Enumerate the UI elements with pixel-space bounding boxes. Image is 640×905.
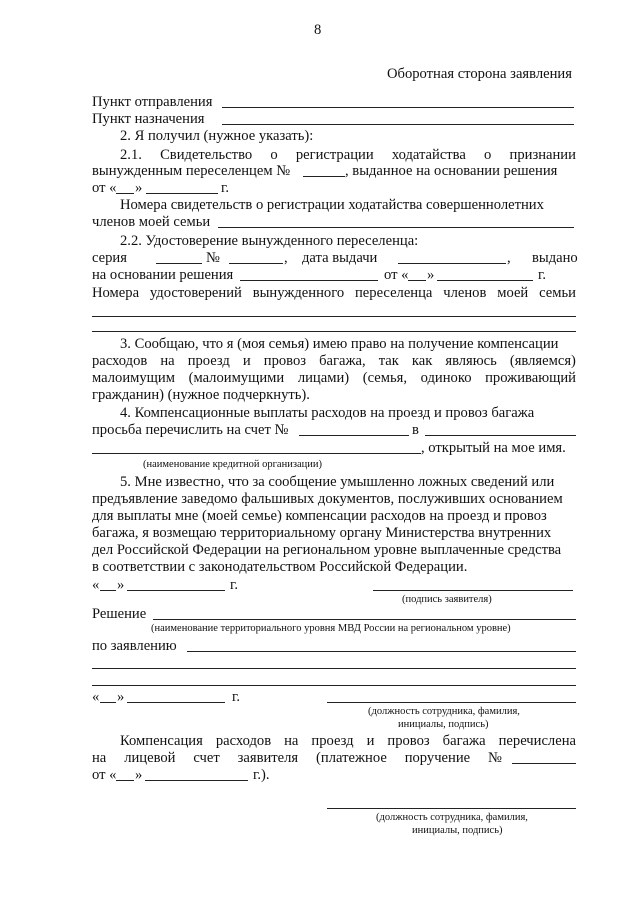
item21-day-field[interactable] bbox=[116, 193, 134, 194]
date1-month-field[interactable] bbox=[127, 590, 225, 591]
decision-caption: (наименование территориального уровня МВД России на региональном уровне) bbox=[151, 623, 511, 634]
item22-month-field[interactable] bbox=[437, 280, 533, 281]
compensation-line2: на лицевой счет заявителя (платежное поручение № bbox=[92, 750, 502, 766]
date1-open: « bbox=[92, 577, 100, 593]
item22-numbers-line: Номера удостоверений вынужденного переселенца членов моей семьи bbox=[92, 285, 576, 301]
departure-label: Пункт отправления bbox=[92, 94, 213, 110]
decision-field[interactable] bbox=[153, 619, 576, 620]
item22-date-label: дата выдачи bbox=[302, 250, 378, 266]
item5-line4: багажа, я возмещаю территориальному органу Министерства внутренних bbox=[92, 525, 552, 541]
item5-line3: для выплаты мне (моей семье) компенсации расходов на проезд и провоз bbox=[92, 508, 547, 524]
applicant-signature-caption: (подпись заявителя) bbox=[402, 594, 492, 605]
item21-from: от « bbox=[92, 180, 117, 196]
compensation-quote-close: » bbox=[135, 767, 143, 783]
officer-caption-1: (должность сотрудника, фамилия, bbox=[368, 706, 520, 717]
item21-line2-start: вынужденным переселенцем № bbox=[92, 163, 291, 179]
compensation-year: г.). bbox=[253, 767, 270, 783]
payment-order-number-field[interactable] bbox=[512, 763, 576, 764]
applicant-signature-field[interactable] bbox=[373, 590, 573, 591]
item3-line3: малоимущим (малоимущими лицами) (семья, одиноко проживающий bbox=[92, 370, 576, 386]
item22-title: 2.2. Удостоверение вынужденного переселенца: bbox=[120, 233, 419, 249]
application-field-1[interactable] bbox=[187, 651, 576, 652]
item21-year: г. bbox=[221, 180, 229, 196]
application-field-2[interactable] bbox=[92, 668, 576, 669]
item5-line5: дел Российской Федерации на региональном уровне выплаченные средства bbox=[92, 542, 562, 558]
family-ids-field-1[interactable] bbox=[92, 316, 576, 317]
item22-quote-close: » bbox=[427, 267, 435, 283]
decision-label: Решение bbox=[92, 606, 147, 622]
page-number: 8 bbox=[314, 22, 322, 38]
item4-line3-end: , открытый на мое имя. bbox=[421, 440, 566, 456]
item21-line1: 2.1. Свидетельство о регистрации ходатайства о признании bbox=[120, 147, 576, 163]
decision-basis-field[interactable] bbox=[240, 280, 378, 281]
date2-day-field[interactable] bbox=[100, 702, 116, 703]
item22-year: г. bbox=[538, 267, 546, 283]
compensation-month-field[interactable] bbox=[145, 780, 248, 781]
certificate-number-field[interactable] bbox=[303, 176, 345, 177]
officer-caption-2: инициалы, подпись) bbox=[398, 719, 489, 730]
item4-line1: 4. Компенсационные выплаты расходов на проезд и провоз багажа bbox=[120, 405, 535, 421]
item22-comma1: , bbox=[284, 250, 288, 266]
item22-number-label: № bbox=[206, 250, 220, 266]
departure-field[interactable] bbox=[222, 107, 574, 108]
officer2-signature-field[interactable] bbox=[327, 808, 576, 809]
date2-year: г. bbox=[232, 689, 240, 705]
item22-comma2: , bbox=[507, 250, 511, 266]
item21-line4: Номера свидетельств о регистрации ходатайства совершеннолетних bbox=[120, 197, 544, 213]
item21-quote-close: » bbox=[135, 180, 143, 196]
officer2-caption-2: инициалы, подпись) bbox=[412, 825, 503, 836]
application-field-3[interactable] bbox=[92, 685, 576, 686]
bank-name-field-2[interactable] bbox=[92, 453, 421, 454]
date2-month-field[interactable] bbox=[127, 702, 225, 703]
destination-field[interactable] bbox=[222, 124, 574, 125]
date1-year: г. bbox=[230, 577, 238, 593]
item21-month-field[interactable] bbox=[146, 193, 218, 194]
date2-open: « bbox=[92, 689, 100, 705]
bank-name-field-1[interactable] bbox=[425, 435, 576, 436]
item5-line1: 5. Мне известно, что за сообщение умышленно ложных сведений или bbox=[120, 474, 555, 490]
item22-series-label: серия bbox=[92, 250, 127, 266]
item5-line6: в соответствии с законодательством Российской Федерации. bbox=[92, 559, 468, 575]
bank-caption: (наименование кредитной организации) bbox=[143, 459, 322, 470]
issue-date-field[interactable] bbox=[398, 263, 506, 264]
item2-title: 2. Я получил (нужное указать): bbox=[120, 128, 314, 144]
item3-line1: 3. Сообщаю, что я (моя семья) имею право на получение компенсации bbox=[120, 336, 559, 352]
date2-close: » bbox=[117, 689, 125, 705]
family-certificates-field[interactable] bbox=[218, 227, 574, 228]
date1-day-field[interactable] bbox=[100, 590, 116, 591]
item22-basis-label: на основании решения bbox=[92, 267, 234, 283]
application-label: по заявлению bbox=[92, 638, 177, 654]
destination-label: Пункт назначения bbox=[92, 111, 205, 127]
compensation-from: от « bbox=[92, 767, 117, 783]
item3-line2: расходов на проезд и провоз багажа, так как являюсь (являемся) bbox=[92, 353, 576, 369]
date1-close: » bbox=[117, 577, 125, 593]
officer-signature-field[interactable] bbox=[327, 702, 576, 703]
item5-line2: предъявление заведомо фальшивых документов, послуживших основанием bbox=[92, 491, 563, 507]
item21-line5: членов моей семьи bbox=[92, 214, 211, 230]
officer2-caption-1: (должность сотрудника, фамилия, bbox=[376, 812, 528, 823]
compensation-day-field[interactable] bbox=[116, 780, 134, 781]
item3-line4: гражданин) (нужное подчеркнуть). bbox=[92, 387, 310, 403]
family-ids-field-2[interactable] bbox=[92, 331, 576, 332]
id-number-field[interactable] bbox=[229, 263, 283, 264]
page-heading: Оборотная сторона заявления bbox=[387, 66, 572, 82]
item21-line2-end: , выданное на основании решения bbox=[345, 163, 558, 179]
item4-in: в bbox=[412, 422, 419, 438]
item22-day-field[interactable] bbox=[408, 280, 426, 281]
item22-from: от « bbox=[384, 267, 409, 283]
compensation-line1: Компенсация расходов на проезд и провоз багажа перечислена bbox=[120, 733, 576, 749]
series-field[interactable] bbox=[156, 263, 202, 264]
account-number-field[interactable] bbox=[299, 435, 409, 436]
item4-line2-start: просьба перечислить на счет № bbox=[92, 422, 289, 438]
item22-issued-label: выдано bbox=[532, 250, 578, 266]
